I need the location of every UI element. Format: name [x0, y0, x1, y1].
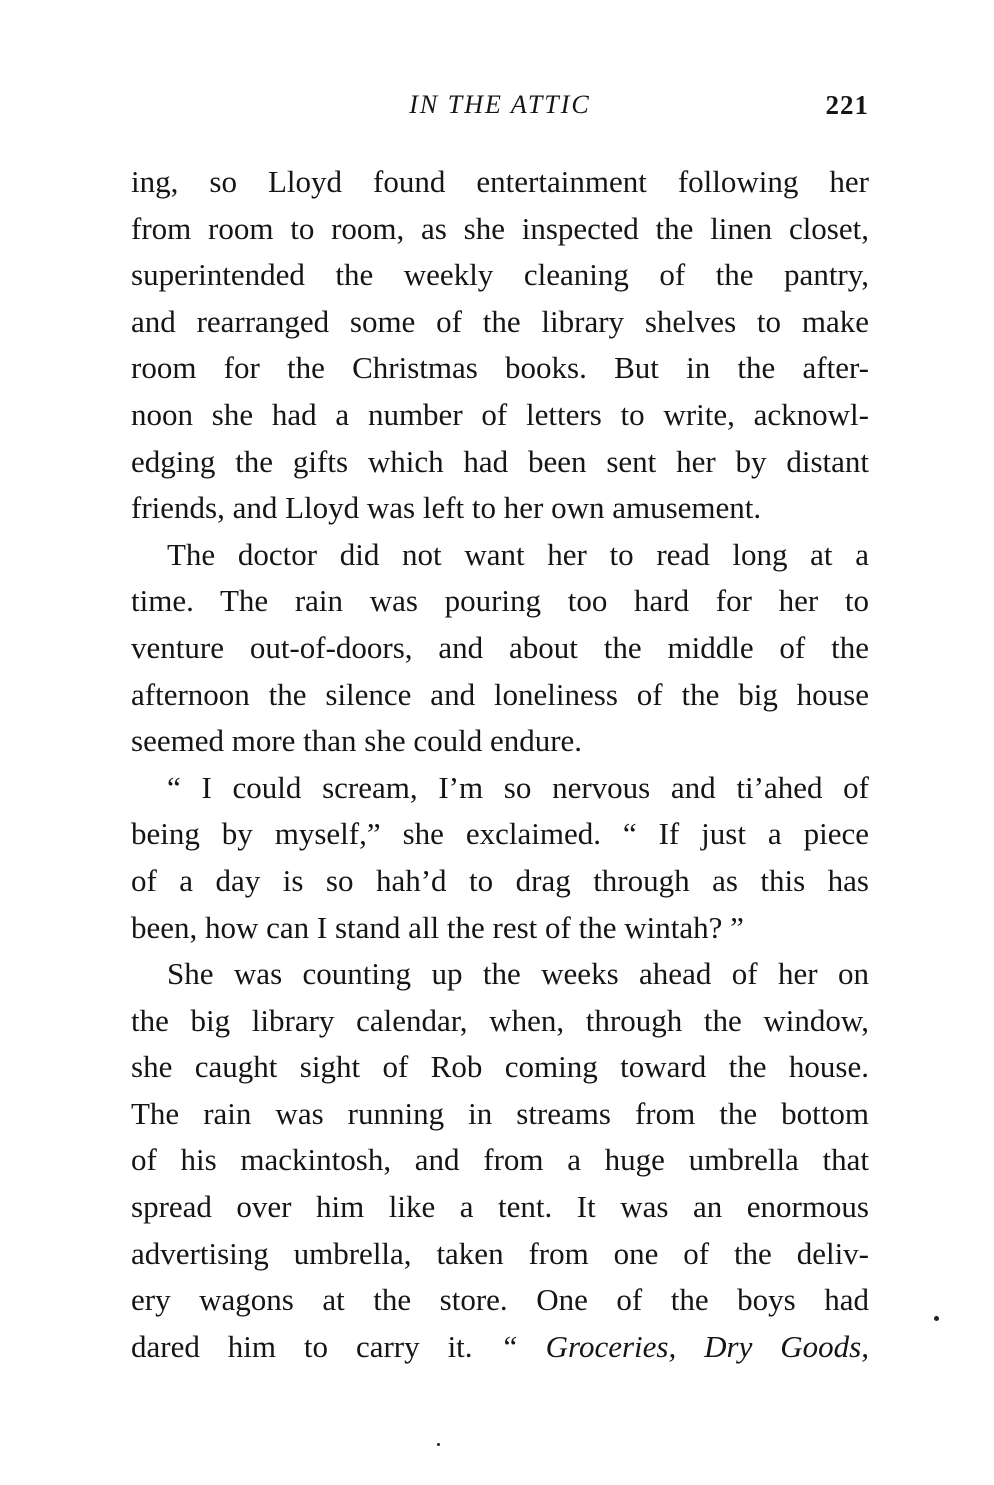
text-line: venture out-of-doors, and about the middle of the: [131, 629, 869, 665]
text-line: she caught sight of Rob coming toward the house.: [131, 1049, 869, 1085]
text-line: The rain was running in streams from the bottom: [131, 1095, 869, 1131]
text-line: friends, and Lloyd was left to her own amusement.: [131, 490, 762, 526]
page-number: 221: [825, 90, 869, 120]
text-line: room for the Christmas books. But in the after-: [131, 350, 869, 386]
text-line: of his mackintosh, and from a huge umbrella that: [131, 1142, 869, 1178]
margin-speck-icon: [934, 1316, 939, 1321]
text-line: spread over him like a tent. It was an enormous: [131, 1189, 869, 1225]
text-line: from room to room, as she inspected the linen closet,: [131, 210, 869, 246]
running-head: IN THE ATTIC: [409, 90, 591, 119]
body-text: [131, 159, 869, 1370]
text-line: afternoon the silence and loneliness of the big house: [131, 676, 869, 712]
text-line: ery wagons at the store. One of the boys had: [131, 1282, 869, 1318]
text-line: seemed more than she could endure.: [131, 723, 583, 759]
text-line: advertising umbrella, taken from one of the deliv-: [131, 1235, 869, 1271]
text-line: ing, so Lloyd found entertainment following her: [131, 164, 869, 199]
text-line: time. The rain was pouring too hard for her to: [131, 583, 869, 619]
text-line: She was counting up the weeks ahead of her on: [167, 956, 869, 992]
italic-quote: “ Groceries, Dry Goods,: [500, 1328, 869, 1364]
text-line-segment: dared him to carry it.: [131, 1328, 473, 1364]
text-line: noon she had a number of letters to write, acknowl-: [131, 396, 869, 432]
text-line: The doctor did not want her to read long at a: [167, 536, 869, 572]
text-line-final: [131, 1324, 869, 1371]
text-line: and rearranged some of the library shelves to make: [131, 303, 869, 339]
text-line: the big library calendar, when, through the window,: [131, 1002, 869, 1038]
text-line: edging the gifts which had been sent her by distant: [131, 443, 869, 479]
text-line: superintended the weekly cleaning of the pantry,: [131, 257, 869, 293]
text-line: “ I could scream, I’m so nervous and ti’ahed of: [167, 769, 869, 805]
bottom-speck-icon: [437, 1443, 440, 1446]
page-header: [131, 90, 869, 130]
text-line: being by myself,” she exclaimed. “ If just a piece: [131, 816, 869, 852]
text-line: of a day is so hah’d to drag through as this has: [131, 862, 869, 898]
text-line: been, how can I stand all the rest of the wintah? ”: [131, 909, 744, 945]
